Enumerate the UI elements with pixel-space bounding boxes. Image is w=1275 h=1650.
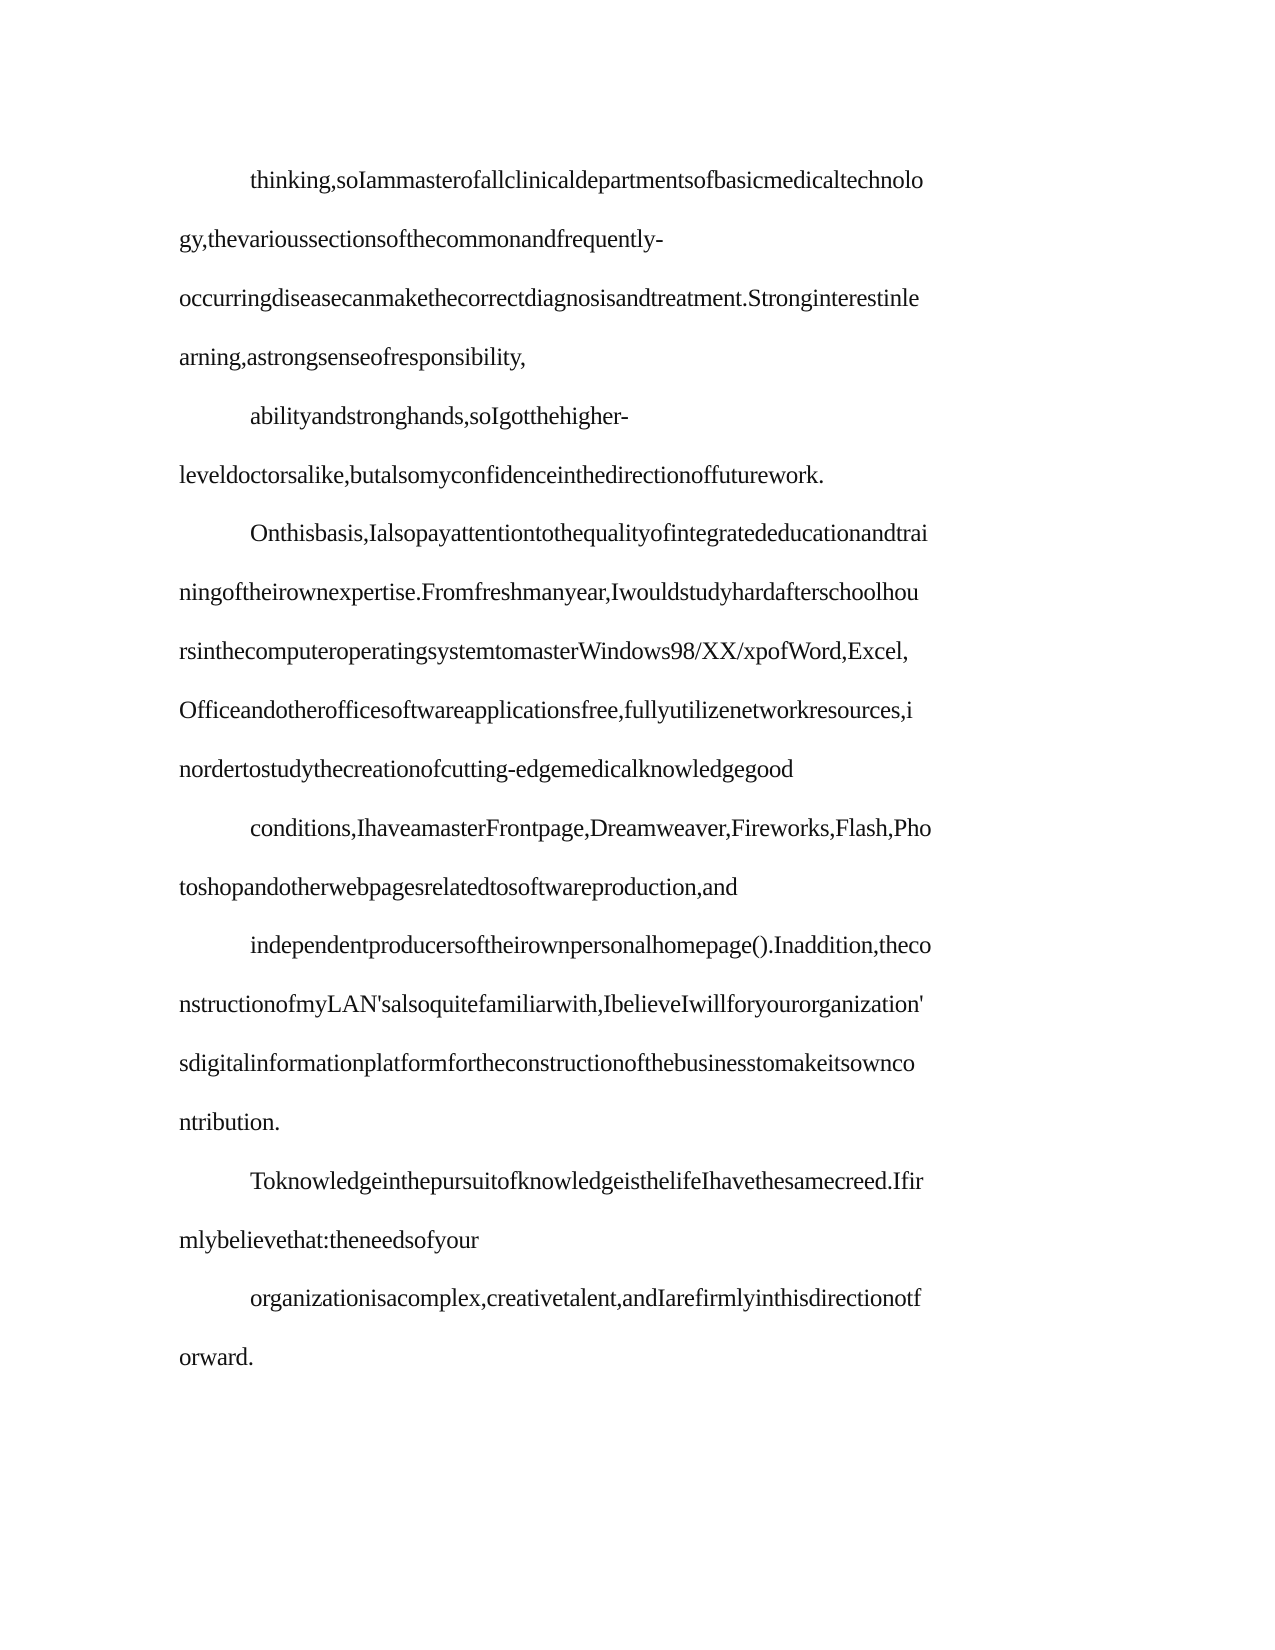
text-line: occurringdiseasecanmakethecorrectdiagnosisandtreatment.Stronginterestinle [179,285,920,312]
text-line: Officeandotherofficesoftwareapplicationsfree,fullyutilizenetworkresources,i [179,697,913,724]
text-line: thinking,soIammasterofallclinicaldepartmentsofbasicmedicaltechnolo [250,167,924,194]
text-line: ntribution. [179,1109,281,1136]
text-line: organizationisacomplex,creativetalent,andIarefirmlyinthisdirectionotf [250,1285,921,1312]
text-line: ToknowledgeinthepursuitofknowledgeisthelifeIhavethesamecreed.Ifir [250,1168,924,1195]
text-line: independentproducersoftheirownpersonalhomepage().Inaddition,theco [250,932,932,959]
text-line: leveldoctorsalike,butalsomyconfidenceinthedirectionoffuturework. [179,462,824,489]
text-line: Onthisbasis,Ialsopayattentiontothequalityofintegratededucationandtrai [250,520,928,547]
text-line: nordertostudythecreationofcutting-edgemedicalknowledgegood [179,756,794,783]
text-line: arning,astrongsenseofresponsibility, [179,344,526,371]
text-line: sdigitalinformationplatformfortheconstructionofthebusinesstomakeitsownco [179,1050,915,1077]
text-line: ningoftheirownexpertise.Fromfreshmanyear,Iwouldstudyhardafterschoolhou [179,579,919,606]
text-line: nstructionofmyLAN'salsoquitefamiliarwith,IbelieveIwillforyourorganization' [179,991,924,1018]
text-line: mlybelievethat:theneedsofyour [179,1227,479,1254]
text-line: orward. [179,1344,254,1371]
text-line: abilityandstronghands,soIgotthehigher- [250,403,629,430]
text-line: gy,thevarioussectionsofthecommonandfrequently- [179,226,664,253]
text-line: conditions,IhaveamasterFrontpage,Dreamweaver,Fireworks,Flash,Pho [250,815,932,842]
text-line: toshopandotherwebpagesrelatedtosoftwareproduction,and [179,874,738,901]
text-line: rsinthecomputeroperatingsystemtomasterWindows98/XX/xpofWord,Excel, [179,638,909,665]
